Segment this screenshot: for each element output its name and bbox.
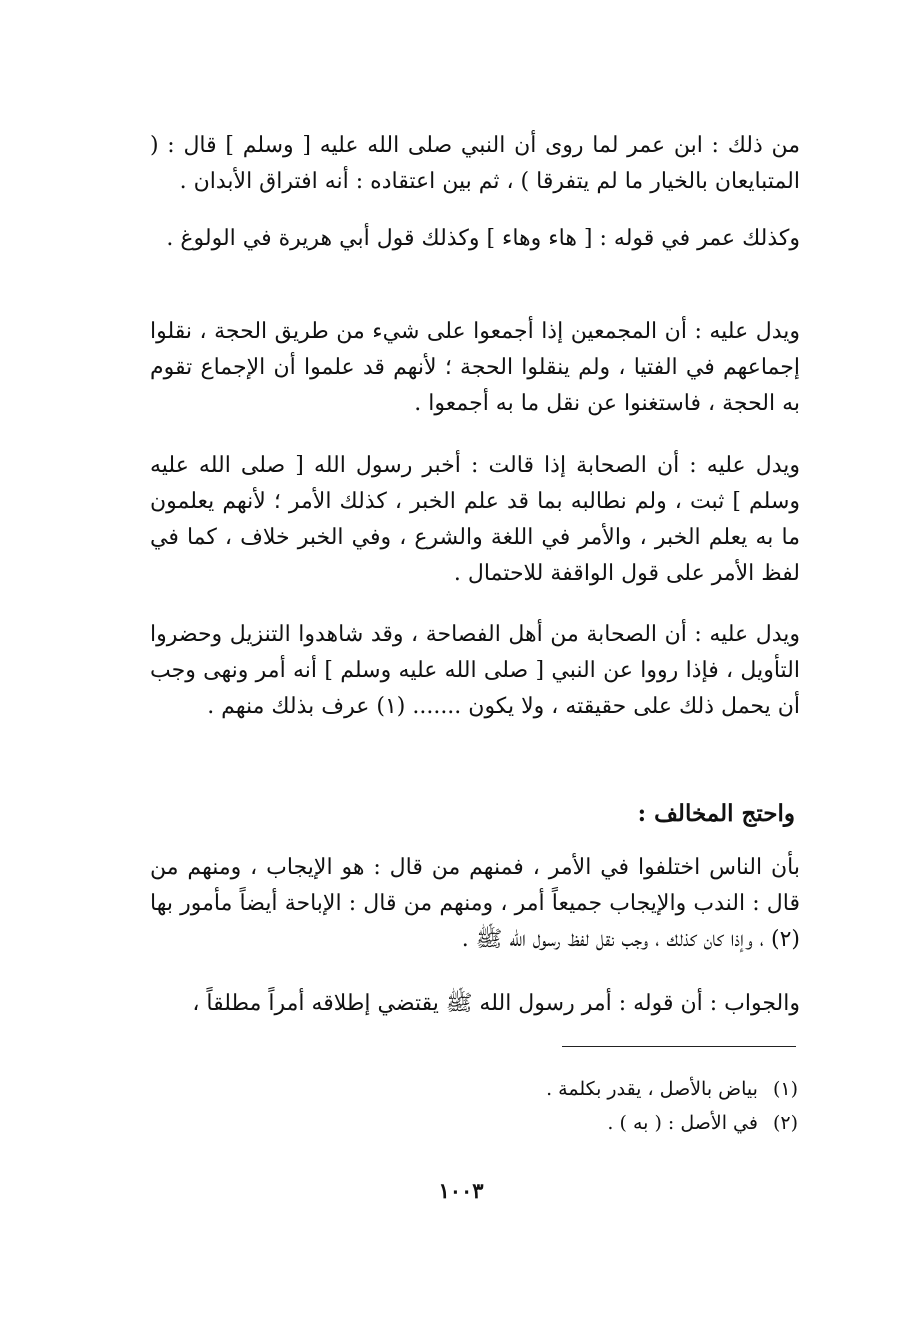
paragraph-text: من ذلك : ابن عمر لما روى أن النبي صلى الله عليه [ وسلم ] قال : ( المتبايعان بالخيار ما لم يتفرقا ) ، ثم بين اعتقاده : أنه افتراق الأبدان . — [150, 133, 800, 194]
paragraph-text: ويدل عليه : أن الصحابة إذا قالت : أخبر رسول الله [ صلى الله عليه وسلم ] ثبت ، ولم نطالبه بما قد علم الخبر ، كذلك الأمر ؛ لأنهم يعلمون ما به يعلم الخبر ، والأمر في اللغة والشرع ، وفي الخبر خلاف ، كما في لفظ الأمر على قول الواقفة للاحتمال . — [150, 453, 800, 586]
paragraph-text: والجواب : أن قوله : أمر رسول الله ﷺ يقتضي إطلاقه أمراً مطلقاً ، — [192, 991, 800, 1016]
footnote — [450, 1072, 798, 1106]
paragraph — [150, 128, 800, 200]
paragraph-text: بأن الناس اختلفوا في الأمر ، فمنهم من قال : هو الإيجاب ، ومنهم من قال : الندب والإيجاب جميعاً أمر ، ومنهم من قال : الإباحة أيضاً مأمور بها (٢) ، وإذا كان كذلك ، وجب نقل لفظ رسول الله ﷺ . — [150, 855, 800, 952]
footnotes — [450, 1072, 798, 1140]
paragraph — [150, 986, 800, 1022]
paragraph — [150, 448, 800, 592]
paragraph — [150, 314, 800, 422]
footnote-number: (١) — [772, 1078, 798, 1100]
paragraph — [150, 617, 800, 725]
paragraph-text: ويدل عليه : أن المجمعين إذا أجمعوا على شيء من طريق الحجة ، نقلوا إجماعهم في الفتيا ، ولم ينقلوا الحجة ؛ لأنهم قد علموا أن الإجماع تقوم به الحجة ، فاستغنوا عن نقل ما به أجمعوا . — [150, 319, 800, 416]
paragraph-text: وكذلك عمر في قوله : [ هاء وهاء ] وكذلك قول أبي هريرة في الولوغ . — [166, 226, 800, 251]
footnote-divider — [562, 1046, 796, 1047]
footnote — [450, 1106, 798, 1140]
paragraph-text: ويدل عليه : أن الصحابة من أهل الفصاحة ، وقد شاهدوا التنزيل وحضروا التأويل ، فإذا رووا عن النبي [ صلى الله عليه وسلم ] أنه أمر ونهى وجب أن يحمل ذلك على حقيقته ، ولا يكون ....... (١) عرف بذلك منهم . — [150, 622, 800, 719]
footnote-number: (٢) — [772, 1112, 798, 1134]
paragraph — [150, 221, 800, 257]
page-number: ١٠٠٣ — [438, 1178, 484, 1203]
section-heading: واحتج المخالف : — [637, 800, 795, 827]
paragraph — [150, 850, 800, 958]
footnote-text: في الأصل : ( به ) . — [607, 1112, 758, 1134]
footnote-text: بياض بالأصل ، يقدر بكلمة . — [546, 1078, 758, 1100]
